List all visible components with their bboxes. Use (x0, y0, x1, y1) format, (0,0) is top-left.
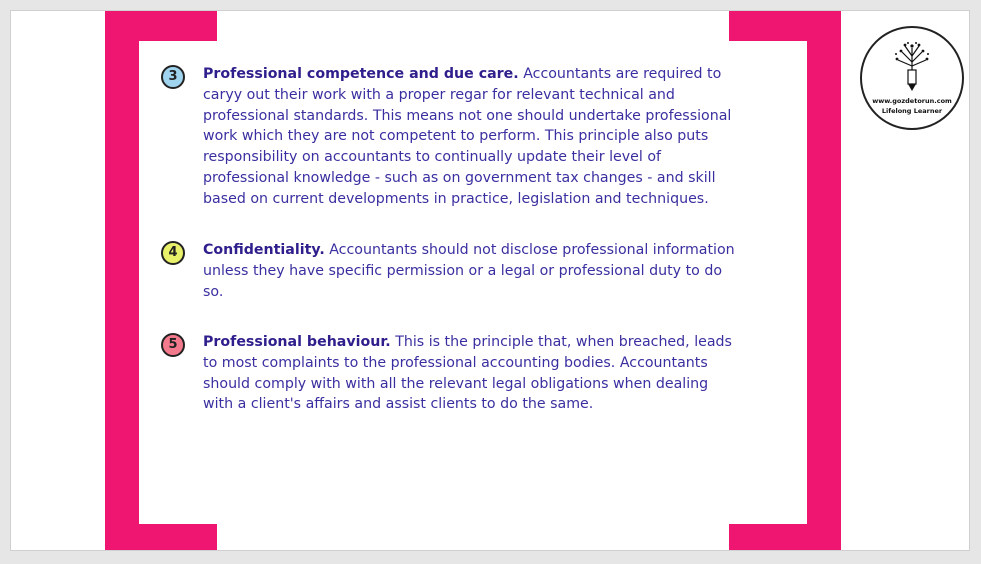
logo-tagline: Lifelong Learner (881, 107, 943, 115)
principle-heading-5: Professional behaviour. (203, 334, 391, 350)
number-badge-4: 4 (161, 241, 185, 265)
principle-item-3 (161, 64, 781, 210)
number-badge-3: 3 (161, 65, 185, 89)
logo-site-text: www.gozdetorun.com (872, 97, 952, 105)
principle-item-4 (161, 240, 781, 302)
logo (860, 26, 964, 130)
principle-heading-4: Confidentiality. (203, 242, 325, 258)
principle-text-5: Professional behaviour. This is the principle that, when breached, leads to most complaints to the professional accounting bodies. Accountants should comply with with all the relevant legal obligations when dealing with a client's affairs and assist clients to do the same. (203, 334, 732, 413)
principle-heading-3: Professional competence and due care. (203, 66, 519, 82)
principle-text-3: Professional competence and due care. Accountants are required to caryy out their work with a proper regar for relevant technical and professional standards. This means not one should undertake professional work which they are not competent to perform. This principle also puts responsibility on accountants to continually update their level of professional knowledge - such as on government tax changes - and skill based on current developments in practice, legislation and techniques. (203, 66, 732, 207)
slide (10, 10, 970, 551)
principle-item-5 (161, 332, 781, 415)
principle-text-4: Confidentiality. Accountants should not disclose professional information unless they have specific permission or a legal or professional duty to do so. (203, 242, 735, 300)
pencil-tree-icon (892, 40, 932, 92)
number-badge-5: 5 (161, 333, 185, 357)
